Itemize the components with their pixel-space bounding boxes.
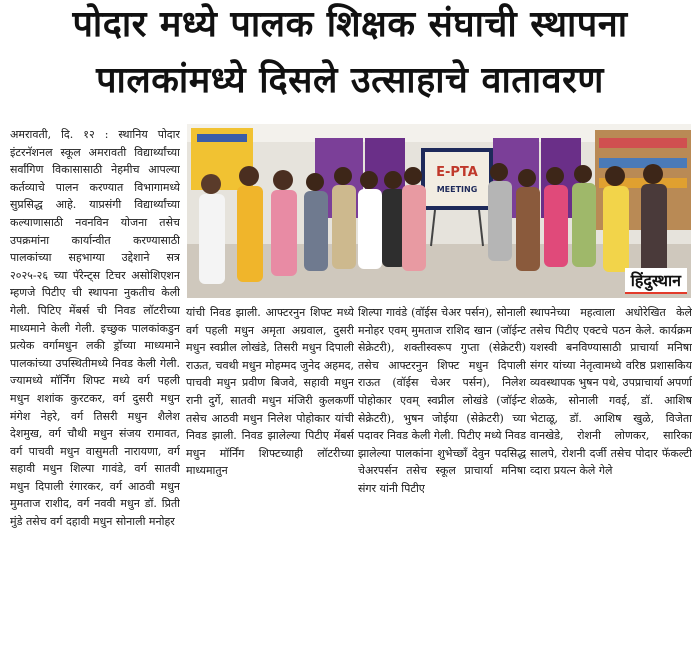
- headline-line-1: पोदार मध्ये पालक शिक्षक संघाची स्थापना: [72, 4, 628, 45]
- newspaper-masthead-logo: हिंदुस्थान: [625, 268, 687, 294]
- article-column-2: यांची निवड झाली. आफ्टरनुन शिफ्ट मध्ये वर्ग पहली मधुन अमृता अग्रवाल, दुसरी मधुन स्वप्नील लोखंडे, तिसरी मधुन दिपाली राऊत, चवथी मधुन मोहम्मद जुनेद अहमद, पाचवी मधुन प्रवीण बिजवे, सहावी मधुन रानी दुर्गे, सातवी मधुन मंजिरी कुलकर्णी तसेच आठवी मधुन निलेश पोहोकार यांची निवड झाली. निवड झालेल्या पिटीए मेंबर्स मधुन मॉर्निंग शिफ्टच्याही लॉटरीच्या माध्यमातुन: [186, 306, 354, 478]
- board-subtitle: MEETING: [436, 185, 478, 194]
- board-title: E-PTA: [436, 165, 478, 180]
- headline-line-2: पालकांमध्ये दिसले उत्साहाचे वातावरण: [96, 60, 604, 101]
- article-column-left: अमरावती, दि. १२ : स्थानिय पोदार इंटरनॅशनल स्कूल अमरावती विद्यार्थ्यांच्या सर्वांगिण विकासासाठी नेहमीच आपल्या कर्तव्याचे पालन करण्यात विभागामध्ये सुप्रसिद्ध आहे. याप्रसंगी विद्यार्थ्यांच्या कल्याणासाठी नवनविन योजना तसेच उपक्रमांना कार्यान्वीत करण्यासाठी पालकांच्या सहभाग्या उद्देशाने सत्र २०२५-२६ च्या पॅरेन्ट्स टिचर असोशिएशन म्हणजे पिटीए ची स्थापना नुकतीच केली गेली. पिटिए मेंबर्स ची निवड लॉटरीच्या माध्यमाने केली गेली. इच्छुक पालकांकडुन प्रत्येक वर्गामधुन लकी ड्रॉच्या माध्यमाने पालकांच्या उपस्थितीमध्ये निवड केली गेली. ज्यामध्ये मॉर्निंग शिफ्ट मध्ये वर्ग पहली मधुन शशांक कुरटकर, वर्ग दुसरी मधुन मंगेश नेहरे, वर्ग तिसरी मधुन शैलेश देशमुख, वर्ग चौथी मधुन संजय रामावत, वर्ग पाचवी मधुन वासुमती नारायणा, वर्ग सहावी मधुन शिल्पा गावंडे, वर्ग सातवी मधुन दिपाली रंगारकर, वर्ग आठवी मधुन मुमताज राशीद, वर्ग नववी मधुन डॉ. प्रिती मुंडे तसेच वर्ग दहावी मधुन सोनाली मनोहर: [10, 128, 180, 529]
- event-photo-graphic: [187, 124, 691, 298]
- article-column-4: स्थापनेच्या महत्वाला अधोरेखित केले तसेच पिटीए एक्टचे पठन केले. कार्यक्रम यशस्वी बनविण्यासाठी प्राचार्या मनिषा संगर यांच्या नेतृत्वामध्ये वरिष्ठ प्रशासकिय व्यवस्थापक भुषन पथे, उपप्राचार्या अपर्णा शेळके, सोनाली गवई, डॉ. आशिष भेटाळू, डॉ. आशिष खुळे, विजेता वानखेडे, रोशनी लोणकर, सारिका सालपे, रोशनी दर्जी तसेच पोदार फॅकल्टी व्दारा प्रयत्न केले गेले: [530, 306, 692, 478]
- article-column-3: शिल्पा गावंडे (वॉईस चेअर पर्सन), सोनाली मनोहर एवम् मुमताज राशिद खान (जॉईन्ट सेक्रेटरी), शक्तीस्वरूप गुप्ता (सेक्रेटरी) तसेच आफ्टरनुन शिफ्ट मधुन दिपाली राऊत (वॉईस चेअर पर्सन), निलेश पोहोकार एवम् स्वप्नील लोखंडे (जॉईन्ट सेक्रेटरी), भुषन जोईया (सेक्रेटरी) च्या पदावर निवड केली गेली. पिटीए मध्ये निवड झालेल्या पालकांना शुभेच्छाँ देवुन पदसिद्ध चेअरपर्सन तसेच स्कूल प्राचार्या मनिषा संगर यांनी पिटीए: [358, 306, 526, 495]
- event-photo: [187, 124, 691, 298]
